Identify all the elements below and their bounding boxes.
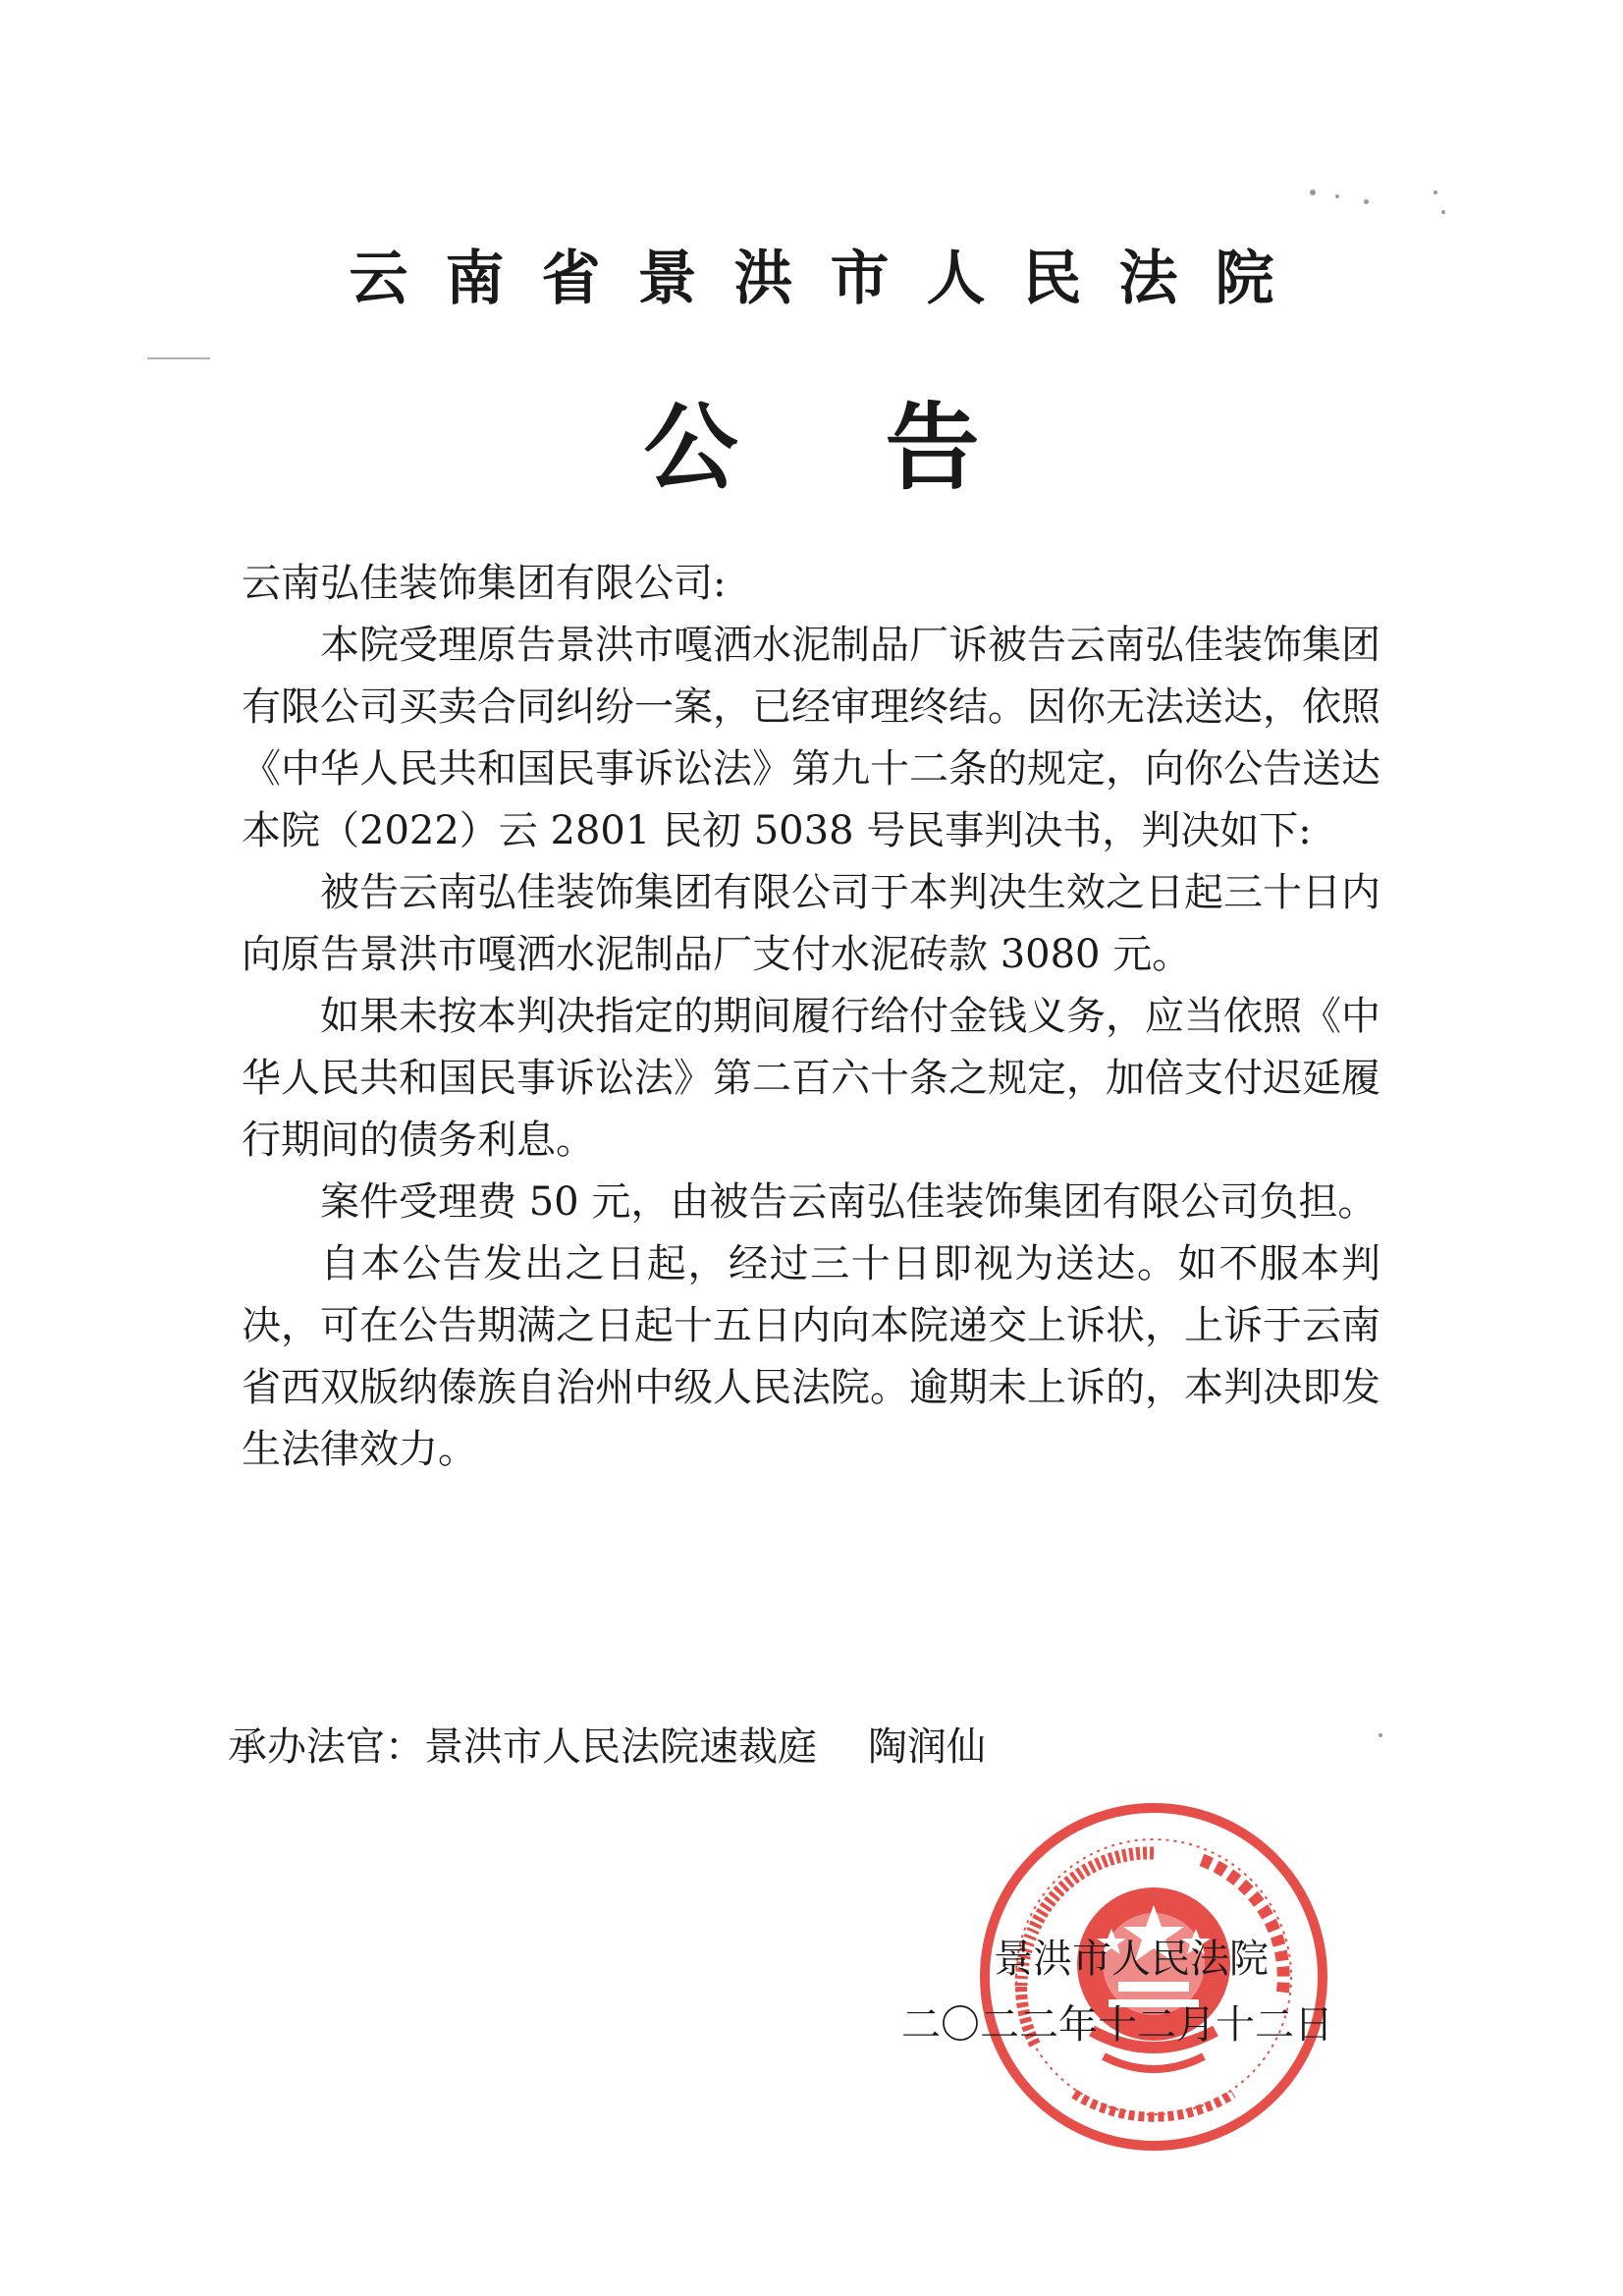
scan-speck [1379,1733,1382,1737]
scan-speck [1335,194,1339,198]
document-type-heading: 公告 [643,392,1127,503]
judge-label: 承办法官： [228,1724,424,1770]
judge-unit: 景洪市人民法院速裁庭 [424,1724,817,1770]
scan-speck [1434,191,1437,194]
scan-speck [1441,210,1445,214]
court-signature: 景洪市人民法院 [994,1937,1269,1982]
scan-speck [1364,199,1369,204]
signature-date: 二〇二二年十二月十二日 [901,2002,1333,2048]
judge-line [228,1717,986,1778]
judgment-paragraph: 被告云南弘佳装饰集团有限公司于本判决生效之日起三十日内向原告景洪市嘎洒水泥制品厂支付水泥砖款 3080 元。 [242,870,1380,977]
court-name-heading: 云南省景洪市人民法院 [349,245,1312,313]
scan-mark [147,357,210,359]
scan-speck [1310,190,1316,195]
interest-paragraph: 如果未按本判决指定的期间履行给付金钱义务，应当依照《中华人民共和国民事诉讼法》第二百六十条之规定，加倍支付迟延履行期间的债务利息。 [242,994,1380,1163]
notice-paragraph: 本院受理原告景洪市嘎洒水泥制品厂诉被告云南弘佳装饰集团有限公司买卖合同纠纷一案，已经审理终结。因你无法送达，依照《中华人民共和国民事诉讼法》第九十二条的规定，向你公告送达本院（2022）云 2801 民初 5038 号民事判决书，判决如下: [242,623,1380,853]
notice-body [242,553,1380,1481]
fee-paragraph: 案件受理费 50 元，由被告云南弘佳装饰集团有限公司负担。 [320,1179,1378,1225]
appeal-paragraph: 自本公告发出之日起，经过三十日即视为送达。如不服本判决，可在公告期满之日起十五日内向本院递交上诉状，上诉于云南省西双版纳傣族自治州中级人民法院。逾期未上诉的，本判决即发生法律效力。 [242,1241,1380,1472]
judge-name: 陶润仙 [868,1724,986,1770]
addressee: 云南弘佳装饰集团有限公司: [242,561,727,606]
